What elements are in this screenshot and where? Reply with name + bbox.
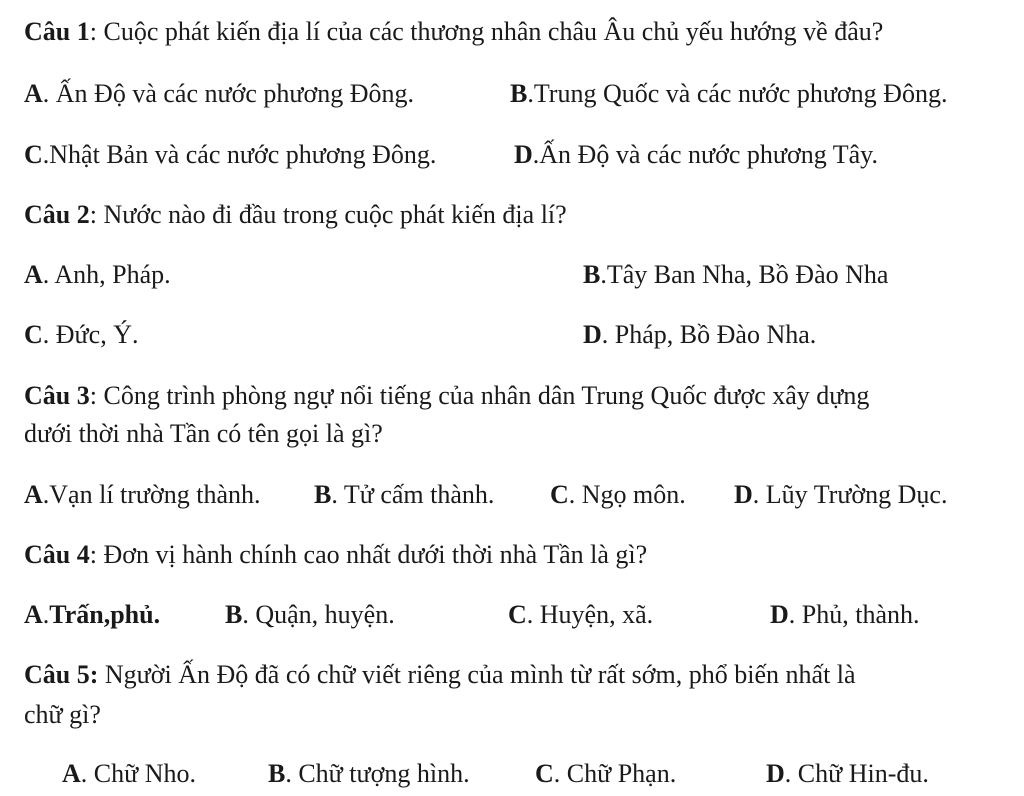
q3-option-c: C. Ngọ môn. [550,480,686,509]
q5-option-c: C. Chữ Phạn. [535,759,677,788]
q2-option-a: A. Anh, Pháp. [24,260,171,289]
q2-option-d: D. Pháp, Bồ Đào Nha. [583,320,817,349]
q3-option-d: D. Lũy Trường Dục. [734,480,948,509]
q2-option-b: B.Tây Ban Nha, Bồ Đào Nha [583,260,889,289]
q4-option-b: B. Quận, huyện. [225,600,395,629]
q2-option-c: C. Đức, Ý. [24,320,139,349]
question-label: Câu 4 [24,540,90,569]
q1-option-b: B.Trung Quốc và các nước phương Đông. [510,79,948,108]
question-3 [24,381,869,411]
question-3-line-2: dưới thời nhà Tần có tên gọi là gì? [24,419,383,448]
question-text: : Cuộc phát kiến địa lí của các thương nhân châu Âu chủ yếu hướng về đâu? [89,17,884,46]
q5-option-d: D. Chữ Hin-đu. [766,759,929,788]
q4-option-a: A.Trấn,phủ. [24,600,161,629]
question-5-line-2: chữ gì? [24,700,101,729]
q1-option-d: D.Ấn Độ và các nước phương Tây. [514,140,878,169]
question-label: Câu 5: [24,660,99,689]
q3-option-b: B. Tử cấm thành. [314,480,495,509]
question-1 [24,17,883,47]
question-5 [24,660,856,690]
question-text: Người Ấn Độ đã có chữ viết riêng của mình từ rất sớm, phổ biến nhất là [98,660,856,689]
q1-option-a: A. Ấn Độ và các nước phương Đông. [24,79,414,108]
question-4 [24,540,647,570]
question-text: : Đơn vị hành chính cao nhất dưới thời nhà Tần là gì? [89,540,648,569]
q3-option-a: A.Vạn lí trường thành. [24,480,261,509]
q5-option-b: B. Chữ tượng hình. [268,759,470,788]
q4-option-d: D. Phủ, thành. [770,600,920,629]
question-text: : Công trình phòng ngự nổi tiếng của nhân dân Trung Quốc được xây dựng [89,381,870,410]
q4-option-c: C. Huyện, xã. [508,600,654,629]
question-label: Câu 2 [24,200,90,229]
q5-option-a: A. Chữ Nho. [62,759,196,788]
question-label: Câu 1 [24,17,90,46]
question-label: Câu 3 [24,381,90,410]
q1-option-c: C.Nhật Bản và các nước phương Đông. [24,140,437,169]
question-text: : Nước nào đi đầu trong cuộc phát kiến địa lí? [89,200,567,229]
question-2 [24,200,567,230]
